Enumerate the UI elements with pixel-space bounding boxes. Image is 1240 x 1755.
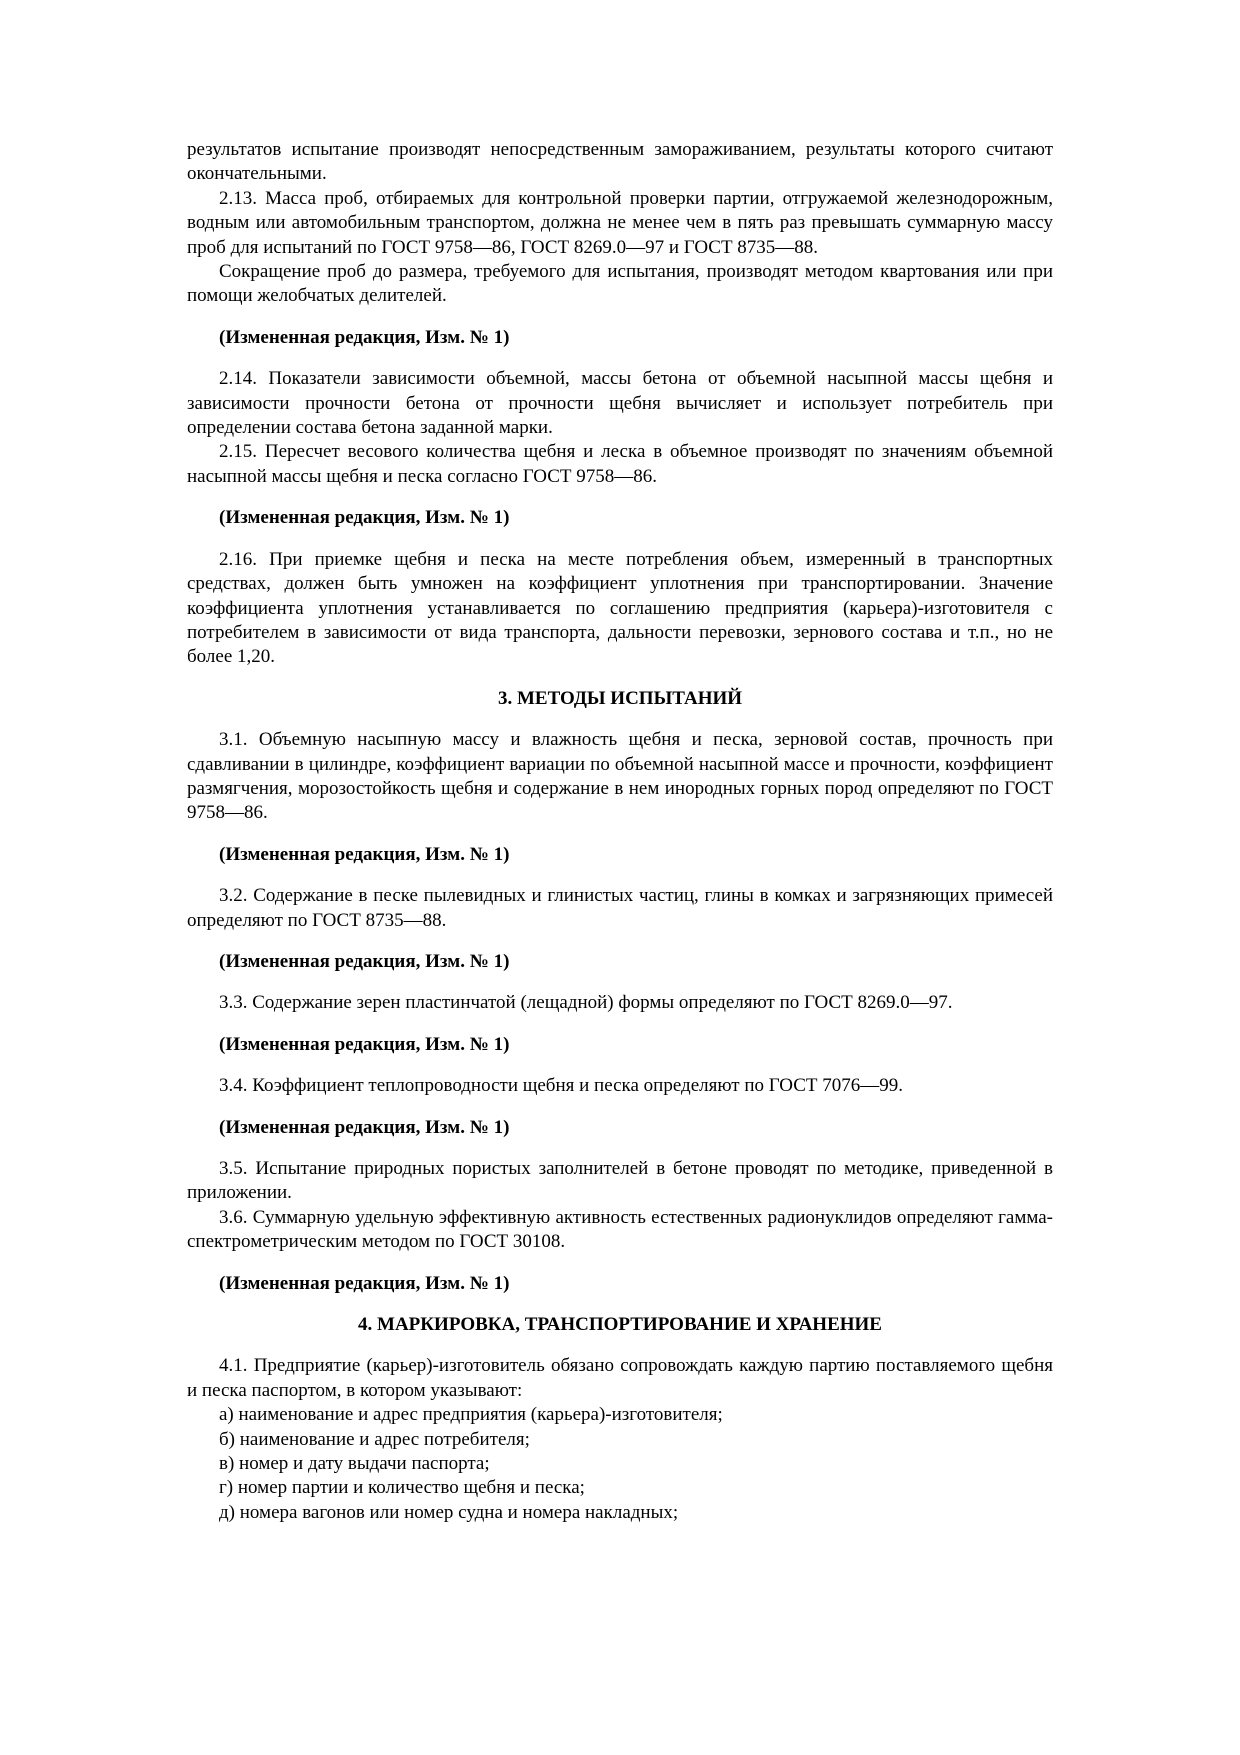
- paragraph-3-2: 3.2. Содержание в песке пылевидных и глинистых частиц, глины в комках и загрязняющих примесей определяют по ГОСТ 8735—88.: [187, 885, 1053, 931]
- paragraph-2-16: 2.16. При приемке щебня и песка на месте потребления объем, измеренный в транспортных средствах, должен быть умножен на коэффициент уплотнения при транспортировании. Значение коэффициента уплотнения устанавливается по соглашению предприятия (карьера)-изготовителя с потребителем в зависимости от вида транспорта, дальности перевозки, зернового состава и т.п., но не более 1,20.: [187, 548, 1053, 668]
- amendment-note-6: (Измененная редакция, Изм. № 1): [219, 1116, 510, 1138]
- passport-list-item-d: д) номера вагонов или номер судна и номера накладных;: [219, 1501, 679, 1523]
- paragraph-2-13: 2.13. Масса проб, отбираемых для контрольной проверки партии, отгружаемой железнодорожным, водным или автомобильным транспортом, должна не менее чем в пять раз превышать суммарную массу проб для испытаний по ГОСТ 9758—86, ГОСТ 8269.0—97 и ГОСТ 8735—88.: [187, 187, 1053, 258]
- passport-list-item-b: б) наименование и адрес потребителя;: [219, 1428, 530, 1450]
- paragraph-2-14: 2.14. Показатели зависимости объемной, массы бетона от объемной насыпной массы щебня и зависимости прочности бетона от прочности щебня вычисляет и использует потребитель при определении состава бетона заданной марки.: [187, 368, 1053, 439]
- paragraph-3-4: 3.4. Коэффициент теплопроводности щебня и песка определяют по ГОСТ 7076—99.: [219, 1075, 903, 1097]
- passport-list-item-v: в) номер и дату выдачи паспорта;: [219, 1453, 490, 1475]
- amendment-note-1: (Измененная редакция, Изм. № 1): [219, 326, 510, 348]
- passport-list-item-a: а) наименование и адрес предприятия (карьера)-изготовителя;: [219, 1404, 723, 1426]
- paragraph-freezing-continuation: результатов испытание производят непосредственным замораживанием, результаты которого считают окончательными.: [187, 139, 1053, 185]
- amendment-note-2: (Измененная редакция, Изм. № 1): [219, 507, 510, 529]
- section-heading-test-methods: 3. МЕТОДЫ ИСПЫТАНИЙ: [497, 687, 743, 709]
- amendment-note-5: (Измененная редакция, Изм. № 1): [219, 1033, 510, 1055]
- paragraph-3-5: 3.5. Испытание природных пористых заполнителей в бетоне проводят по методике, приведенной в приложении.: [187, 1158, 1053, 1204]
- passport-list-item-g: г) номер партии и количество щебня и песка;: [219, 1477, 585, 1499]
- amendment-note-3: (Измененная редакция, Изм. № 1): [219, 843, 510, 865]
- paragraph-sample-reduction: Сокращение проб до размера, требуемого для испытания, производят методом квартования или при помощи желобчатых делителей.: [187, 261, 1053, 307]
- section-heading-marking-transport-storage: 4. МАРКИРОВКА, ТРАНСПОРТИРОВАНИЕ И ХРАНЕНИЕ: [358, 1314, 882, 1336]
- paragraph-4-1: 4.1. Предприятие (карьер)-изготовитель обязано сопровождать каждую партию поставляемого щебня и песка паспортом, в котором указывают:: [187, 1355, 1053, 1401]
- amendment-note-4: (Измененная редакция, Изм. № 1): [219, 950, 510, 972]
- paragraph-3-6: 3.6. Суммарную удельную эффективную активность естественных радионуклидов определяют гамма-спектрометрическим методом по ГОСТ 30108.: [187, 1206, 1053, 1253]
- amendment-note-7: (Измененная редакция, Изм. № 1): [219, 1272, 510, 1294]
- paragraph-3-1: 3.1. Объемную насыпную массу и влажность щебня и песка, зерновой состав, прочность при сдавливании в цилиндре, коэффициент вариации по объемной насыпной массе и прочности, коэффициент размягчения, морозостойкость щебня и содержание в нем инородных горных пород определяют по ГОСТ 9758—86.: [187, 729, 1053, 824]
- paragraph-2-15: 2.15. Пересчет весового количества щебня и леска в объемное производят по значениям объемной насыпной массы щебня и песка согласно ГОСТ 9758—86.: [187, 441, 1053, 487]
- paragraph-3-3: 3.3. Содержание зерен пластинчатой (лещадной) формы определяют по ГОСТ 8269.0—97.: [219, 992, 953, 1014]
